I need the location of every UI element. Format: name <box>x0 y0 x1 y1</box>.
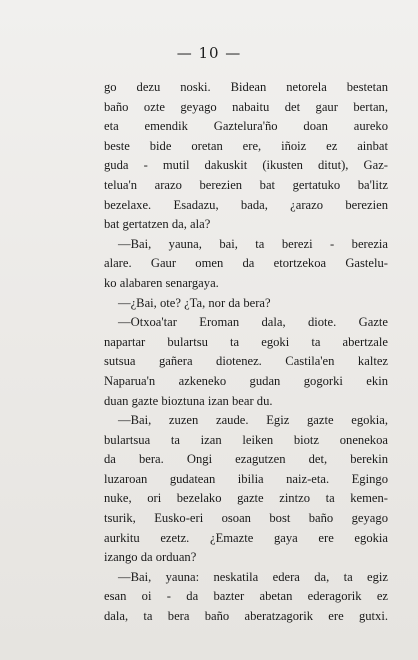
text-line: —Bai, yauna: neskatila edera da, ta egiz <box>118 569 388 584</box>
text-line: tsurik, Eusko-eri osoan bost baño geyago <box>104 511 388 526</box>
text-line: duan gazte bioztuna izan bear du. <box>104 393 273 408</box>
text-line: nuke, ori bezelako gazte zintzo ta kemen- <box>104 491 388 506</box>
text-line: izango da orduan? <box>104 550 197 565</box>
text-line: sutsua gañera diotenez. Castila'en kaltez <box>104 354 388 369</box>
text-line: da bera. Ongi ezagutzen det, berekin <box>104 452 388 467</box>
text-line: bat gertatzen da, ala? <box>104 217 211 232</box>
text-line: Naparua'n azkeneko gudan gogorki ekin <box>104 373 388 388</box>
text-line: telua'n arazo berezien bat gertatuko ba'litz <box>104 177 388 192</box>
text-line: ko alabaren senargaya. <box>104 275 219 290</box>
text-line: alare. Gaur omen da etortzekoa Gastelu- <box>104 256 388 271</box>
text-line: bulartsua ta izan leiken biotz onenekoa <box>104 432 388 447</box>
body-text <box>104 78 388 627</box>
text-line: guda - mutil dakuskit (ikusten ditut), Gaz- <box>104 158 388 173</box>
text-line: napartar bulartsu ta egoki ta abertzale <box>104 334 388 349</box>
text-line: bezelaxe. Esadazu, bada, ¿arazo berezien <box>104 197 388 212</box>
text-line: esan oi - da bazter abetan ederagorik ez <box>104 589 388 604</box>
text-line: —Otxoa'tar Eroman dala, diote. Gazte <box>118 315 388 330</box>
text-line: —¿Bai, ote? ¿Ta, nor da bera? <box>118 295 271 310</box>
text-line: —Bai, zuzen zaude. Egiz gazte egokia, <box>118 413 388 428</box>
text-line: baño ozte geyago nabaitu det gaur bertan, <box>104 99 388 114</box>
page-number: — 10 — <box>176 44 242 62</box>
text-line: go dezu noski. Bidean netorela bestetan <box>104 80 388 94</box>
text-line: dala, ta bera baño aberatzagorik ere gutxi. <box>104 609 388 624</box>
text-line: beste bide oretan ere, iñoiz ez ainbat <box>104 138 388 153</box>
text-line: aurkitu ezetz. ¿Emazte gaya ere egokia <box>104 530 388 545</box>
text-line: eta emendik Gaztelura'ño doan aureko <box>104 119 388 134</box>
text-line: luzaroan gudatean ibilia naiz-eta. Egingo <box>104 471 388 486</box>
text-line: —Bai, yauna, bai, ta berezi - berezia <box>118 236 388 251</box>
